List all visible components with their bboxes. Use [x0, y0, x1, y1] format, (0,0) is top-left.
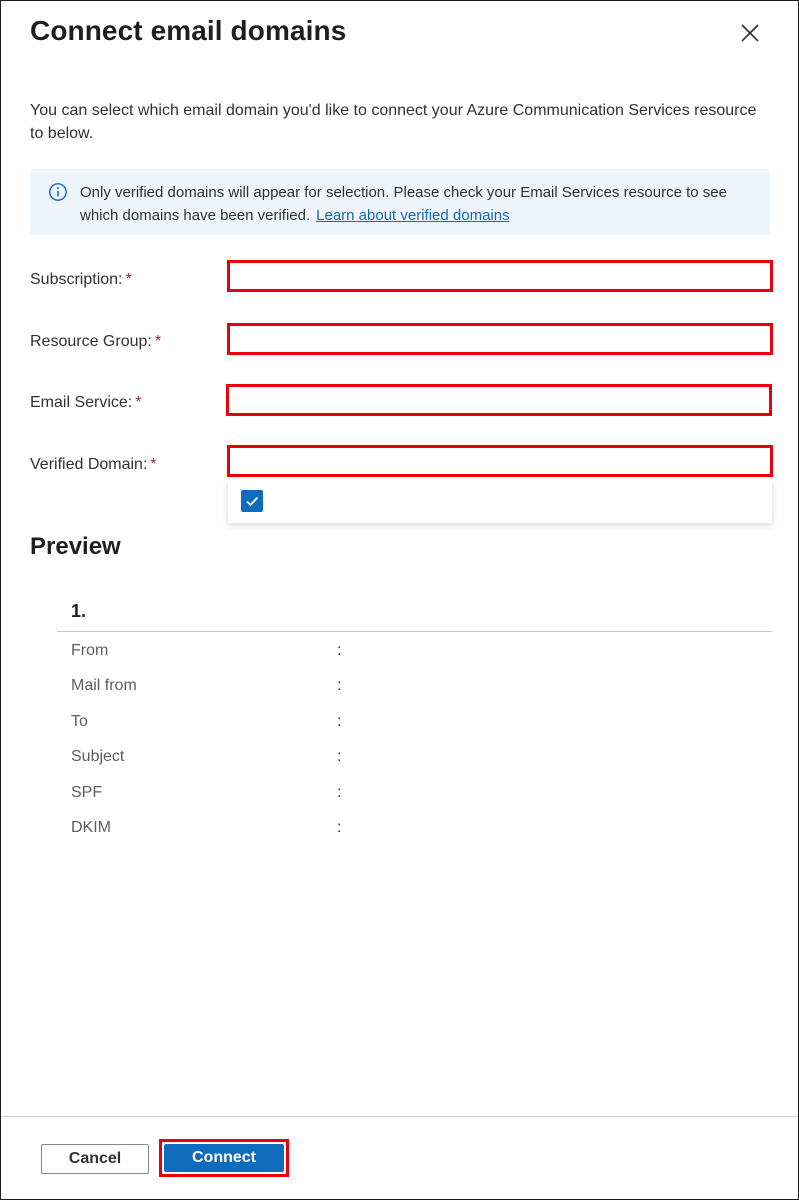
close-icon[interactable] — [738, 21, 762, 45]
verified-domain-label-text: Verified Domain: — [30, 456, 148, 473]
preview-separator: : — [337, 713, 342, 730]
checkmark-icon — [241, 490, 263, 512]
required-mark: * — [150, 456, 157, 473]
preview-separator: : — [337, 642, 342, 659]
preview-separator: : — [337, 819, 342, 836]
preview-separator: : — [337, 677, 342, 694]
verified-domain-option-checkbox[interactable] — [241, 490, 263, 512]
resource-group-label — [30, 333, 161, 351]
email-service-label-text: Email Service: — [30, 394, 133, 411]
preview-row-from — [71, 642, 371, 664]
preview-row-subject — [71, 748, 371, 770]
resource-group-dropdown[interactable] — [227, 323, 773, 355]
preview-separator: : — [337, 748, 342, 765]
preview-row-mail-from — [71, 677, 371, 699]
verified-domain-dropdown[interactable] — [227, 445, 773, 477]
cancel-button[interactable]: Cancel — [41, 1144, 149, 1174]
verified-domain-options-list — [228, 479, 772, 523]
preview-row-spf — [71, 784, 371, 806]
required-mark: * — [125, 271, 132, 288]
verified-domain-label — [30, 456, 157, 474]
resource-group-label-text: Resource Group: — [30, 333, 152, 350]
learn-verified-domains-link[interactable]: Learn about verified domains — [316, 207, 510, 224]
info-icon — [48, 182, 68, 202]
footer-divider — [1, 1116, 798, 1117]
preview-field-label: SPF — [71, 784, 103, 801]
dialog-intro-text: You can select which email domain you'd like to connect your Azure Communication Services resource to below. — [30, 102, 757, 142]
subscription-label-text: Subscription: — [30, 271, 123, 288]
preview-row-to — [71, 713, 371, 735]
required-mark: * — [154, 333, 162, 350]
preview-field-label: Subject — [71, 748, 125, 765]
dialog-title: Connect email domains — [30, 15, 347, 46]
info-message-bar — [30, 169, 770, 235]
connect-button[interactable]: Connect — [164, 1144, 284, 1172]
preview-separator: : — [337, 784, 342, 801]
email-service-dropdown[interactable] — [226, 384, 772, 416]
preview-field-label: DKIM — [71, 819, 111, 836]
preview-heading: Preview — [30, 533, 121, 560]
preview-field-label: To — [71, 713, 88, 730]
preview-row-dkim — [71, 819, 371, 841]
email-service-label — [30, 394, 141, 412]
preview-field-label: From — [71, 642, 109, 659]
subscription-label — [30, 271, 132, 289]
required-mark: * — [135, 394, 142, 411]
info-message — [80, 181, 760, 227]
info-message-text: Only verified domains will appear for selection. Please check your Email Services resource to see which domains have been verified. — [80, 184, 727, 224]
preview-item-number: 1. — [71, 601, 87, 621]
preview-divider — [57, 631, 772, 632]
preview-field-label: Mail from — [71, 677, 137, 694]
subscription-dropdown[interactable] — [227, 260, 773, 292]
